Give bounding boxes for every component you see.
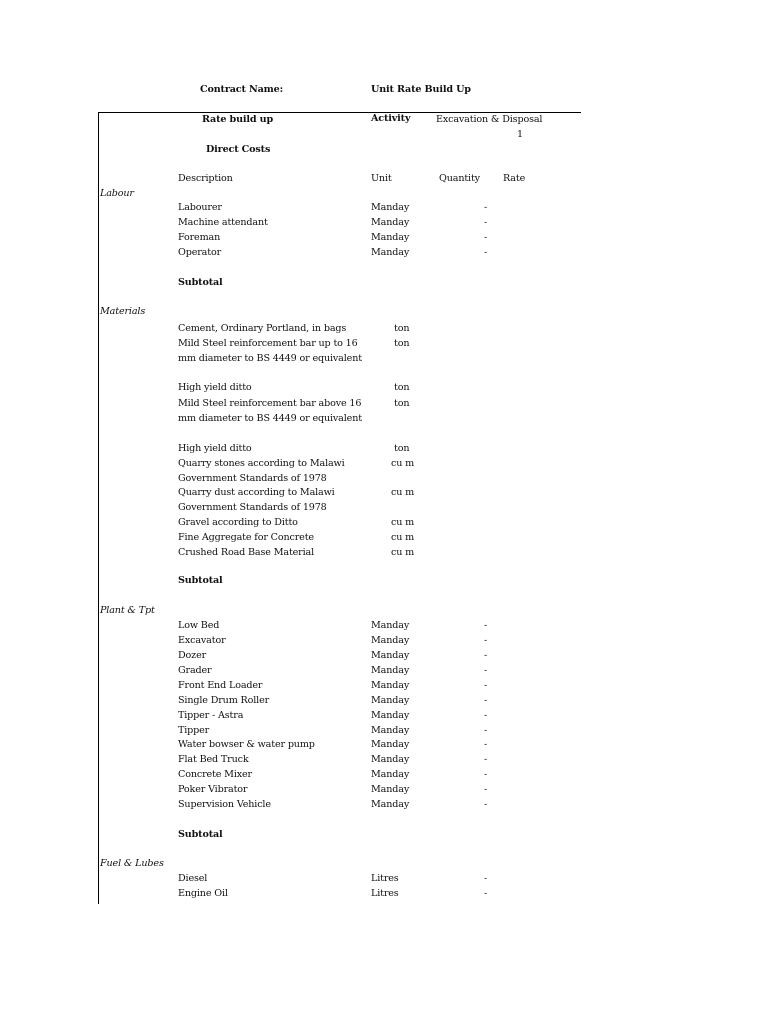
item-unit: Manday <box>371 739 410 750</box>
item-description: Mild Steel reinforcement bar above 16 <box>178 398 362 409</box>
table-left-border <box>98 112 99 904</box>
item-description-continued: mm diameter to BS 4449 or equivalent <box>178 353 362 364</box>
item-unit: Manday <box>371 695 410 706</box>
item-quantity: - <box>484 217 488 228</box>
item-description: High yield ditto <box>178 382 252 393</box>
item-unit: cu m <box>391 458 415 469</box>
item-unit: Manday <box>371 247 410 258</box>
item-unit: ton <box>394 382 410 393</box>
item-description: Quarry stones according to Malawi <box>178 458 345 469</box>
section-title-plant: Plant & Tpt <box>100 605 155 616</box>
item-quantity: - <box>484 247 488 258</box>
item-quantity: - <box>484 710 488 721</box>
item-description: Dozer <box>178 650 207 661</box>
item-quantity: - <box>484 799 488 810</box>
item-unit: Manday <box>371 799 410 810</box>
item-description: Front End Loader <box>178 680 263 691</box>
item-quantity: - <box>484 784 488 795</box>
item-description: Diesel <box>178 873 208 884</box>
item-unit: cu m <box>391 547 415 558</box>
item-description: Grader <box>178 665 212 676</box>
item-description: Excavator <box>178 635 226 646</box>
column-header-unit: Unit <box>371 173 392 184</box>
table-top-border <box>98 112 581 113</box>
item-description-continued: mm diameter to BS 4449 or equivalent <box>178 413 362 424</box>
item-quantity: - <box>484 888 488 899</box>
item-quantity: - <box>484 680 488 691</box>
item-description-continued: Government Standards of 1978 <box>178 473 327 484</box>
activity-number: 1 <box>517 129 523 140</box>
item-unit: Litres <box>371 888 399 899</box>
item-unit: Manday <box>371 725 410 736</box>
item-description: Engine Oil <box>178 888 228 899</box>
column-header-description: Description <box>178 173 233 184</box>
item-unit: Manday <box>371 769 410 780</box>
item-unit: Manday <box>371 620 410 631</box>
item-quantity: - <box>484 665 488 676</box>
column-header-quantity: Quantity <box>439 173 480 184</box>
item-unit: cu m <box>391 487 415 498</box>
item-unit: Manday <box>371 650 410 661</box>
item-unit: Manday <box>371 680 410 691</box>
item-description: Single Drum Roller <box>178 695 270 706</box>
item-description: Gravel according to Ditto <box>178 517 298 528</box>
contract-name-label: Contract Name: <box>200 84 284 95</box>
column-header-rate: Rate <box>503 173 526 184</box>
item-description: Supervision Vehicle <box>178 799 271 810</box>
plant-subtotal: Subtotal <box>178 829 223 840</box>
item-quantity: - <box>484 769 488 780</box>
activity-label: Activity <box>371 113 411 124</box>
item-description: Cement, Ordinary Portland, in bags <box>178 323 347 334</box>
item-unit: Manday <box>371 665 410 676</box>
item-unit: Manday <box>371 784 410 795</box>
item-quantity: - <box>484 650 488 661</box>
rate-build-up-label: Rate build up <box>202 114 274 125</box>
section-title-materials: Materials <box>100 306 146 317</box>
item-description: Machine attendant <box>178 217 268 228</box>
item-unit: ton <box>394 398 410 409</box>
item-unit: Manday <box>371 232 410 243</box>
item-unit: Manday <box>371 754 410 765</box>
item-description: Concrete Mixer <box>178 769 252 780</box>
item-unit: Litres <box>371 873 399 884</box>
item-unit: cu m <box>391 532 415 543</box>
item-unit: Manday <box>371 202 410 213</box>
item-unit: ton <box>394 338 410 349</box>
item-quantity: - <box>484 635 488 646</box>
item-unit: Manday <box>371 217 410 228</box>
item-unit: ton <box>394 323 410 334</box>
item-description: Foreman <box>178 232 221 243</box>
materials-subtotal: Subtotal <box>178 575 223 586</box>
contract-name-value: Unit Rate Build Up <box>371 84 471 95</box>
labour-subtotal: Subtotal <box>178 277 223 288</box>
item-unit: Manday <box>371 710 410 721</box>
section-title-fuel: Fuel & Lubes <box>100 858 164 869</box>
item-unit: ton <box>394 443 410 454</box>
item-description: Crushed Road Base Material <box>178 547 315 558</box>
item-quantity: - <box>484 202 488 213</box>
item-quantity: - <box>484 754 488 765</box>
item-unit: cu m <box>391 517 415 528</box>
item-quantity: - <box>484 739 488 750</box>
item-description: Tipper <box>178 725 210 736</box>
item-quantity: - <box>484 232 488 243</box>
item-description: Labourer <box>178 202 222 213</box>
item-quantity: - <box>484 695 488 706</box>
direct-costs-heading: Direct Costs <box>206 144 271 155</box>
item-description: Flat Bed Truck <box>178 754 249 765</box>
item-description: Poker Vibrator <box>178 784 248 795</box>
item-description: Low Bed <box>178 620 220 631</box>
item-quantity: - <box>484 620 488 631</box>
section-title-labour: Labour <box>100 188 134 199</box>
item-description: Fine Aggregate for Concrete <box>178 532 314 543</box>
item-quantity: - <box>484 725 488 736</box>
item-description: High yield ditto <box>178 443 252 454</box>
activity-value: Excavation & Disposal <box>436 114 543 125</box>
item-description: Tipper - Astra <box>178 710 244 721</box>
item-description: Operator <box>178 247 222 258</box>
item-description: Mild Steel reinforcement bar up to 16 <box>178 338 358 349</box>
item-quantity: - <box>484 873 488 884</box>
item-description-continued: Government Standards of 1978 <box>178 502 327 513</box>
item-description: Water bowser & water pump <box>178 739 315 750</box>
item-unit: Manday <box>371 635 410 646</box>
item-description: Quarry dust according to Malawi <box>178 487 335 498</box>
